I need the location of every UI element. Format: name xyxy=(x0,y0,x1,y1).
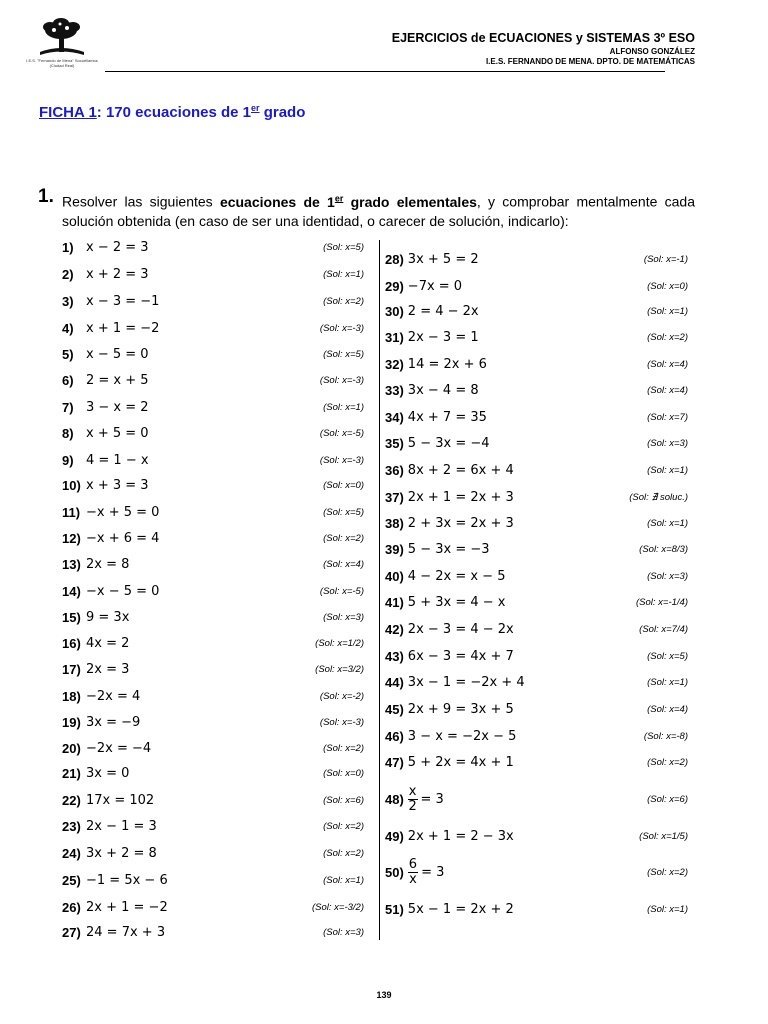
solution-hint: (Sol: x=1) xyxy=(647,305,688,317)
equation-number: 37) xyxy=(385,489,404,505)
equation-item xyxy=(62,921,364,943)
solution-hint: (Sol: x=2) xyxy=(323,820,364,832)
solution-hint: (Sol: x=1) xyxy=(647,464,688,476)
equation-item xyxy=(385,591,688,613)
equation-item xyxy=(62,501,364,523)
logo-caption: I.E.S. "Fernando de Mena" Socuéllamos (Ciudad Real) xyxy=(26,58,98,68)
equation-number: 22) xyxy=(62,792,81,808)
equation-item xyxy=(62,369,364,391)
fraction-numerator: x xyxy=(408,783,417,799)
equation-text: 2x + 1 = −2 xyxy=(86,899,168,915)
equation-number: 20) xyxy=(62,740,81,756)
equation-text: 3 − x = 2 xyxy=(86,399,149,415)
solution-hint: (Sol: x=3) xyxy=(323,611,364,623)
equation-item xyxy=(385,275,688,297)
equation-text: 24 = 7x + 3 xyxy=(86,924,166,940)
equation-number: 14) xyxy=(62,583,81,599)
equation-number: 17) xyxy=(62,661,81,677)
equation-text: 4 − 2x = x − 5 xyxy=(407,568,506,584)
equation-text: 5 + 3x = 4 − x xyxy=(407,594,506,610)
equation-number: 9) xyxy=(62,452,74,468)
statement-text: Resolver las siguientes xyxy=(62,193,220,210)
equation-item xyxy=(385,538,688,560)
equation-number: 25) xyxy=(62,872,81,888)
equation-item xyxy=(62,869,364,891)
equation xyxy=(86,793,154,808)
equation xyxy=(86,478,149,493)
equation-text: −7x = 0 xyxy=(407,278,463,294)
equation-item xyxy=(385,751,688,773)
equation-number: 13) xyxy=(62,556,81,572)
solution-hint: (Sol: x=1/2) xyxy=(315,637,364,649)
equation-number: 48) xyxy=(385,791,404,807)
equation xyxy=(86,400,149,415)
equation-number: 32) xyxy=(385,356,404,372)
equation xyxy=(86,610,129,625)
equation-text: 2x = 8 xyxy=(86,556,130,572)
equation-number: 51) xyxy=(385,901,404,917)
equation-number: 24) xyxy=(62,845,81,861)
equation-number: 19) xyxy=(62,714,81,730)
equation-number: 11) xyxy=(62,504,81,520)
equation-number: 16) xyxy=(62,635,81,651)
equation-item xyxy=(385,856,688,887)
statement-bold: ecuaciones de 1 xyxy=(219,193,335,210)
equation-item xyxy=(62,737,364,759)
solution-hint: (Sol: x=1) xyxy=(323,268,364,280)
equation xyxy=(86,531,159,546)
equation xyxy=(408,410,487,425)
equation xyxy=(408,595,506,610)
equation-text: x − 3 = −1 xyxy=(86,293,160,309)
equation-number: 39) xyxy=(385,541,404,557)
equation xyxy=(86,715,140,730)
solution-hint: (Sol: x=4) xyxy=(647,703,688,715)
equation-text: 3x − 4 = 8 xyxy=(407,382,479,398)
equation-text: 2x = 3 xyxy=(86,661,130,677)
equation xyxy=(86,636,129,651)
solution-hint: (Sol: x=-3) xyxy=(319,374,364,386)
equation-item xyxy=(385,432,688,454)
document-title: EJERCICIOS de ECUACIONES y SISTEMAS 3º ESO xyxy=(391,31,695,45)
equation xyxy=(86,240,149,255)
equation xyxy=(408,785,444,814)
equation xyxy=(86,873,168,888)
solution-hint: (Sol: x=0) xyxy=(323,767,364,779)
equation-item xyxy=(62,422,364,444)
equation xyxy=(408,755,514,770)
equation-text: 5x − 1 = 2x + 2 xyxy=(407,901,514,917)
equation xyxy=(86,900,168,915)
equation-item xyxy=(62,263,364,285)
equation-item xyxy=(385,326,688,348)
solution-hint: (Sol: x=-2) xyxy=(319,690,364,702)
equation-item xyxy=(385,353,688,375)
equation-item xyxy=(62,789,364,811)
equation-text: 5 − 3x = −4 xyxy=(407,435,490,451)
equation-item xyxy=(62,580,364,602)
equation xyxy=(408,304,479,319)
solution-hint: (Sol: x=-5) xyxy=(319,427,364,439)
worksheet-title-sup: er xyxy=(251,103,260,113)
equation-number: 44) xyxy=(385,674,404,690)
equation-item xyxy=(385,618,688,640)
fraction-numerator: 6 xyxy=(408,856,418,872)
solution-hint: (Sol: x=3/2) xyxy=(315,663,364,675)
solution-hint: (Sol: x=3) xyxy=(647,570,688,582)
equation-text: 3x + 2 = 8 xyxy=(86,845,157,861)
equation-item xyxy=(62,658,364,680)
equation xyxy=(86,321,159,336)
equation xyxy=(408,829,514,844)
solution-hint: (Sol: x=-1/4) xyxy=(635,596,688,608)
solution-hint: (Sol: x=2) xyxy=(323,532,364,544)
equation-number: 27) xyxy=(62,924,81,940)
equation-text: 2 = x + 5 xyxy=(86,372,149,388)
equation-number: 15) xyxy=(62,609,81,625)
equation xyxy=(86,584,159,599)
equation-item xyxy=(62,842,364,864)
solution-hint: (Sol: x=5) xyxy=(323,241,364,253)
equation-item xyxy=(62,527,364,549)
solution-hint: (Sol: x=7) xyxy=(647,411,688,423)
page-number: 139 xyxy=(376,990,392,1000)
solution-hint: (Sol: x=2) xyxy=(647,756,688,768)
equation-number: 50) xyxy=(385,864,404,880)
equation-text: −x + 5 = 0 xyxy=(86,504,160,520)
solution-hint: (Sol: x=-5) xyxy=(319,585,364,597)
equation-item xyxy=(62,474,364,496)
equation-item xyxy=(385,512,688,534)
equation xyxy=(408,729,517,744)
equation-text: 2 + 3x = 2x + 3 xyxy=(407,515,514,531)
equation-text: 8x + 2 = 6x + 4 xyxy=(407,462,514,478)
equation xyxy=(86,557,129,572)
equation-text: 2 = 4 − 2x xyxy=(407,303,479,319)
equation-text: = 3 xyxy=(420,791,444,807)
equation xyxy=(408,902,514,917)
solution-hint: (Sol: x=6) xyxy=(647,793,688,805)
equation-text: x + 2 = 3 xyxy=(86,266,149,282)
equation-text: 2x − 3 = 1 xyxy=(407,329,479,345)
equation-text: 17x = 102 xyxy=(86,792,155,808)
statement-text-end: , y comprobar mentalmente cada solución obtenida (en caso de ser una identidad, o carecer de solución, indicarlo): xyxy=(62,193,696,229)
equation-text: 5 + 2x = 4x + 1 xyxy=(407,754,514,770)
header-divider xyxy=(105,71,665,72)
equation xyxy=(408,649,514,664)
equation-item xyxy=(62,815,364,837)
equation-text: 4 = 1 − x xyxy=(86,452,149,468)
statement-bold-end: grado elementales xyxy=(343,193,477,210)
equation xyxy=(86,846,157,861)
equation-text: 3x + 5 = 2 xyxy=(407,251,479,267)
solution-hint: (Sol: x=1) xyxy=(647,903,688,915)
equation xyxy=(86,267,149,282)
equation-number: 36) xyxy=(385,462,404,478)
equation xyxy=(86,426,149,441)
solution-hint: (Sol: x=4) xyxy=(323,558,364,570)
equation-text: 3 − x = −2x − 5 xyxy=(407,728,517,744)
exercise-statement xyxy=(62,189,695,231)
equation-text: x − 5 = 0 xyxy=(86,346,149,362)
equation-number: 29) xyxy=(385,278,404,294)
equation xyxy=(408,357,487,372)
equation-item xyxy=(62,896,364,918)
fraction-denominator: 2 xyxy=(408,798,417,814)
solution-hint: (Sol: x=5) xyxy=(323,348,364,360)
equation-number: 49) xyxy=(385,828,404,844)
solution-hint: (Sol: x=1) xyxy=(647,676,688,688)
equation-text: −2x = −4 xyxy=(86,740,152,756)
equation-item xyxy=(385,565,688,587)
worksheet-label: FICHA 1 xyxy=(39,104,97,121)
equation-number: 38) xyxy=(385,515,404,531)
equation xyxy=(408,569,506,584)
equation-text: 2x − 3 = 4 − 2x xyxy=(407,621,514,637)
fraction-denominator: x xyxy=(409,871,417,887)
equation xyxy=(408,702,514,717)
equation-number: 21) xyxy=(62,765,81,781)
equation-text: −1 = 5x − 6 xyxy=(86,872,168,888)
equation-number: 43) xyxy=(385,648,404,664)
solution-hint: (Sol: ∄ soluc.) xyxy=(629,491,688,503)
equation-item xyxy=(62,290,364,312)
solution-hint: (Sol: x=5) xyxy=(323,506,364,518)
solution-hint: (Sol: x=1) xyxy=(323,401,364,413)
solution-hint: (Sol: x=0) xyxy=(647,280,688,292)
equation-item xyxy=(385,825,688,847)
equation xyxy=(408,675,525,690)
equation xyxy=(86,662,129,677)
equation-text: −2x = 4 xyxy=(86,688,141,704)
statement-sup: er xyxy=(334,193,344,203)
solution-hint: (Sol: x=1) xyxy=(323,874,364,886)
solution-hint: (Sol: x=8/3) xyxy=(639,543,688,555)
solution-hint: (Sol: x=4) xyxy=(647,358,688,370)
equation xyxy=(408,383,479,398)
equation-item xyxy=(385,379,688,401)
equation-item xyxy=(385,698,688,720)
equation-item xyxy=(385,459,688,481)
fraction xyxy=(408,785,418,814)
equation-item xyxy=(385,725,688,747)
solution-hint: (Sol: x=0) xyxy=(323,479,364,491)
equation-item xyxy=(385,406,688,428)
solution-hint: (Sol: x=1) xyxy=(647,517,688,529)
equation-number: 5) xyxy=(62,346,74,362)
solution-hint: (Sol: x=1/5) xyxy=(639,830,688,842)
equation-number: 45) xyxy=(385,701,404,717)
solution-hint: (Sol: x=-3/2) xyxy=(311,901,364,913)
equation-number: 41) xyxy=(385,594,404,610)
solution-hint: (Sol: x=4) xyxy=(647,384,688,396)
equation-text: 4x = 2 xyxy=(86,635,130,651)
equation-number: 42) xyxy=(385,621,404,637)
equation-text: 3x = −9 xyxy=(86,714,141,730)
department-name: I.E.S. FERNANDO DE MENA. DPTO. DE MATEMÁTICAS xyxy=(485,57,695,66)
equation xyxy=(86,741,151,756)
equation xyxy=(408,516,514,531)
equation-number: 33) xyxy=(385,382,404,398)
equation-text: x − 2 = 3 xyxy=(86,239,149,255)
equation-item xyxy=(62,632,364,654)
equation xyxy=(86,505,159,520)
equation-text: 14 = 2x + 6 xyxy=(407,356,487,372)
equation-item xyxy=(62,317,364,339)
solution-hint: (Sol: x=-1) xyxy=(643,253,688,265)
equation-text: 3x = 0 xyxy=(86,765,130,781)
equation xyxy=(86,766,129,781)
equation-number: 23) xyxy=(62,818,81,834)
equation-item xyxy=(62,553,364,575)
equation-number: 7) xyxy=(62,399,74,415)
equation-number: 40) xyxy=(385,568,404,584)
equation xyxy=(86,373,149,388)
equation-item xyxy=(62,606,364,628)
equation-item xyxy=(62,343,364,365)
equation-text: 5 − 3x = −3 xyxy=(407,541,490,557)
equation-number: 2) xyxy=(62,266,74,282)
equation-text: x + 3 = 3 xyxy=(86,477,149,493)
equation-item xyxy=(385,645,688,667)
equation-text: −x + 6 = 4 xyxy=(86,530,160,546)
equation-text: 2x − 1 = 3 xyxy=(86,818,157,834)
equation xyxy=(86,925,165,940)
solution-hint: (Sol: x=3) xyxy=(323,926,364,938)
equation-text: 2x + 1 = 2x + 3 xyxy=(407,489,514,505)
equation-item xyxy=(385,898,688,920)
column-divider xyxy=(379,240,380,940)
equation-item xyxy=(62,396,364,418)
equation-number: 10) xyxy=(62,477,81,493)
equation xyxy=(408,436,490,451)
solution-hint: (Sol: x=-3) xyxy=(319,716,364,728)
equation-number: 35) xyxy=(385,435,404,451)
solution-hint: (Sol: x=-3) xyxy=(319,454,364,466)
equation xyxy=(408,858,445,887)
solution-hint: (Sol: x=2) xyxy=(647,866,688,878)
solution-hint: (Sol: x=-8) xyxy=(643,730,688,742)
solution-hint: (Sol: x=2) xyxy=(323,295,364,307)
equation xyxy=(408,463,514,478)
equation xyxy=(408,279,462,294)
author-name: ALFONSO GONZÁLEZ xyxy=(609,47,695,56)
equation xyxy=(408,330,479,345)
equation-number: 30) xyxy=(385,303,404,319)
equation-text: 2x + 9 = 3x + 5 xyxy=(407,701,514,717)
equation-number: 28) xyxy=(385,251,404,267)
worksheet-title-end: grado xyxy=(259,104,306,121)
equation-item xyxy=(385,671,688,693)
equation xyxy=(86,347,149,362)
equation-number: 47) xyxy=(385,754,404,770)
equation-number: 4) xyxy=(62,320,74,336)
equation-item xyxy=(62,685,364,707)
worksheet-title xyxy=(39,103,305,121)
equation-number: 31) xyxy=(385,329,404,345)
equation-number: 18) xyxy=(62,688,81,704)
equation-number: 8) xyxy=(62,425,74,441)
equation-text: 3x − 1 = −2x + 4 xyxy=(407,674,525,690)
equation-text: x + 5 = 0 xyxy=(86,425,149,441)
solution-hint: (Sol: x=-3) xyxy=(319,322,364,334)
equation xyxy=(408,252,479,267)
equation-item xyxy=(385,248,688,270)
equation-text: 4x + 7 = 35 xyxy=(407,409,487,425)
equation-text: 6x − 3 = 4x + 7 xyxy=(407,648,514,664)
equation-item xyxy=(62,236,364,258)
equation-item xyxy=(385,486,688,508)
solution-hint: (Sol: x=2) xyxy=(323,742,364,754)
solution-hint: (Sol: x=3) xyxy=(647,437,688,449)
equation xyxy=(408,490,514,505)
equation-text: x + 1 = −2 xyxy=(86,320,160,336)
solution-hint: (Sol: x=5) xyxy=(647,650,688,662)
equation-item xyxy=(385,783,688,814)
equation-text: = 3 xyxy=(421,864,445,880)
equation xyxy=(86,453,149,468)
fraction xyxy=(408,858,418,887)
equation-item xyxy=(62,449,364,471)
equation-number: 12) xyxy=(62,530,81,546)
solution-hint: (Sol: x=2) xyxy=(647,331,688,343)
equation xyxy=(408,622,514,637)
solution-hint: (Sol: x=6) xyxy=(323,794,364,806)
equation-text: 2x + 1 = 2 − 3x xyxy=(407,828,514,844)
equation-item xyxy=(62,762,364,784)
equation-number: 6) xyxy=(62,372,74,388)
exercise-number: 1. xyxy=(38,186,54,207)
equation-number: 1) xyxy=(62,239,74,255)
equation-number: 26) xyxy=(62,899,81,915)
equation-item xyxy=(385,300,688,322)
equation-item xyxy=(62,711,364,733)
equation xyxy=(86,294,159,309)
solution-hint: (Sol: x=2) xyxy=(323,847,364,859)
equation-number: 3) xyxy=(62,293,74,309)
worksheet-title-text: : 170 ecuaciones de 1 xyxy=(96,104,252,121)
equation-text: 9 = 3x xyxy=(86,609,130,625)
equation xyxy=(86,819,157,834)
solution-hint: (Sol: x=7/4) xyxy=(639,623,688,635)
equation-number: 46) xyxy=(385,728,404,744)
equation-text: −x − 5 = 0 xyxy=(86,583,160,599)
equation-number: 34) xyxy=(385,409,404,425)
equation xyxy=(408,542,490,557)
equation xyxy=(86,689,140,704)
